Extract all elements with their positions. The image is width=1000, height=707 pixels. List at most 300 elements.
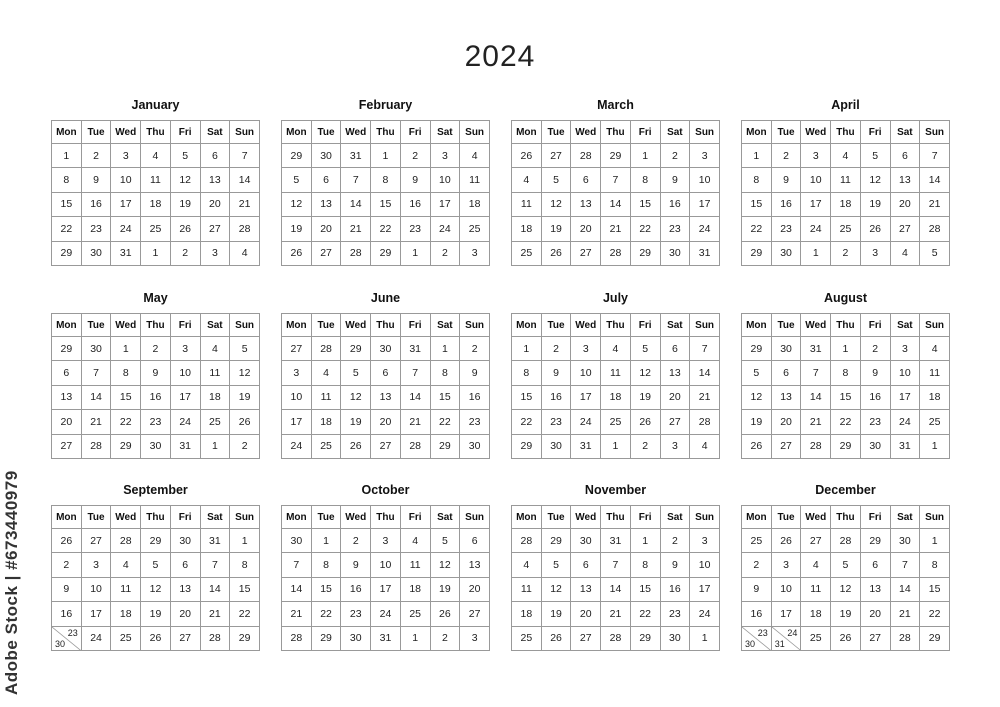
weekday-header: Fri	[630, 314, 660, 337]
day-cell: 12	[541, 577, 571, 601]
weekday-header: Mon	[52, 314, 82, 337]
month-table	[511, 505, 720, 651]
day-cell: 30	[282, 529, 312, 553]
week-row	[282, 602, 490, 626]
day-cell: 30	[771, 337, 801, 361]
week-row	[282, 529, 490, 553]
weekday-header: Sun	[690, 314, 720, 337]
day-cell: 28	[512, 529, 542, 553]
week-row	[282, 434, 490, 458]
day-cell: 29	[230, 626, 260, 650]
day-cell: 30	[571, 529, 601, 553]
weekday-header: Thu	[831, 314, 861, 337]
day-cell: 26	[430, 602, 460, 626]
day-cell: 2	[541, 337, 571, 361]
day-cell: 2	[630, 434, 660, 458]
weekday-header: Tue	[81, 121, 111, 144]
month-name: April	[831, 98, 860, 112]
day-cell: 12	[230, 361, 260, 385]
day-cell: 22	[831, 410, 861, 434]
day-cell: 8	[311, 553, 341, 577]
day-cell: 3	[430, 144, 460, 168]
day-cell: 24	[111, 217, 141, 241]
day-cell: 3	[771, 553, 801, 577]
day-cell: 6	[311, 168, 341, 192]
day-cell: 8	[630, 168, 660, 192]
day-cell: 31	[801, 337, 831, 361]
day-cell: 26	[541, 626, 571, 650]
day-cell: 13	[311, 192, 341, 216]
day-cell: 22	[230, 602, 260, 626]
weekday-header: Tue	[311, 506, 341, 529]
day-number: 23	[757, 627, 768, 638]
weekday-header: Thu	[371, 121, 401, 144]
day-cell: 8	[630, 553, 660, 577]
weekday-header: Thu	[141, 121, 171, 144]
day-cell: 15	[230, 577, 260, 601]
week-row	[282, 168, 490, 192]
day-cell: 22	[630, 602, 660, 626]
day-cell: 15	[371, 192, 401, 216]
day-cell: 2	[660, 144, 690, 168]
day-cell: 30	[141, 434, 171, 458]
day-cell: 6	[52, 361, 82, 385]
weekday-header-row	[742, 506, 950, 529]
day-cell: 23	[460, 410, 490, 434]
day-cell: 5	[230, 337, 260, 361]
day-cell: 29	[860, 529, 890, 553]
weekday-header: Mon	[742, 506, 772, 529]
day-cell: 27	[170, 626, 200, 650]
week-row	[512, 553, 720, 577]
day-cell: 18	[831, 192, 861, 216]
day-cell: 8	[52, 168, 82, 192]
weekday-header: Fri	[860, 121, 890, 144]
day-cell: 3	[571, 337, 601, 361]
day-cell: 20	[571, 602, 601, 626]
day-cell: 3	[460, 626, 490, 650]
weekday-header: Sun	[920, 121, 950, 144]
weekday-header: Sun	[230, 121, 260, 144]
weekday-header: Tue	[771, 314, 801, 337]
day-cell: 7	[341, 168, 371, 192]
day-cell: 14	[282, 577, 312, 601]
day-cell: 28	[571, 144, 601, 168]
weekday-header: Wed	[341, 506, 371, 529]
weekday-header: Wed	[571, 314, 601, 337]
day-cell: 14	[601, 577, 631, 601]
day-cell: 10	[81, 577, 111, 601]
day-cell: 13	[170, 577, 200, 601]
weekday-header: Sat	[430, 314, 460, 337]
day-cell: 10	[282, 385, 312, 409]
weekday-header: Sat	[890, 121, 920, 144]
day-cell: 15	[742, 192, 772, 216]
day-cell: 26	[52, 529, 82, 553]
day-cell: 28	[341, 241, 371, 265]
day-cell: 9	[742, 577, 772, 601]
day-cell: 26	[230, 410, 260, 434]
day-cell: 4	[801, 553, 831, 577]
day-cell: 29	[601, 144, 631, 168]
weekday-header: Thu	[601, 121, 631, 144]
day-cell: 21	[230, 192, 260, 216]
day-cell: 20	[660, 385, 690, 409]
day-cell: 26	[512, 144, 542, 168]
day-cell: 27	[890, 217, 920, 241]
day-cell: 28	[230, 217, 260, 241]
day-cell: 29	[430, 434, 460, 458]
day-cell: 23	[660, 217, 690, 241]
day-cell: 30	[341, 626, 371, 650]
weekday-header: Fri	[400, 314, 430, 337]
day-cell: 9	[460, 361, 490, 385]
weekday-header: Mon	[282, 121, 312, 144]
day-cell: 1	[230, 529, 260, 553]
day-cell: 28	[111, 529, 141, 553]
weekday-header: Fri	[400, 506, 430, 529]
weekday-header: Wed	[801, 314, 831, 337]
month-name: January	[131, 98, 180, 112]
week-row	[512, 626, 720, 650]
day-cell: 29	[311, 626, 341, 650]
day-cell: 30	[460, 434, 490, 458]
weekday-header-row	[512, 121, 720, 144]
week-row	[52, 434, 260, 458]
day-cell: 16	[541, 385, 571, 409]
day-cell: 9	[660, 553, 690, 577]
month-september	[51, 479, 260, 651]
weekday-header-row	[52, 506, 260, 529]
weekday-header: Sun	[230, 314, 260, 337]
day-cell: 13	[52, 385, 82, 409]
week-row	[742, 410, 950, 434]
weekday-header: Sun	[460, 314, 490, 337]
day-cell: 31	[601, 529, 631, 553]
weekday-header: Mon	[512, 121, 542, 144]
day-cell: 4	[512, 553, 542, 577]
day-cell: 12	[341, 385, 371, 409]
day-cell: 26	[742, 434, 772, 458]
week-row	[282, 410, 490, 434]
day-cell: 27	[571, 241, 601, 265]
day-cell: 26	[341, 434, 371, 458]
day-cell: 3	[690, 529, 720, 553]
day-cell: 5	[630, 337, 660, 361]
day-cell: 15	[111, 385, 141, 409]
day-cell: 29	[52, 337, 82, 361]
day-cell: 28	[311, 337, 341, 361]
day-cell: 13	[571, 192, 601, 216]
day-cell: 27	[571, 626, 601, 650]
day-cell: 19	[831, 602, 861, 626]
day-cell: 14	[341, 192, 371, 216]
day-cell: 5	[170, 144, 200, 168]
day-cell: 31	[371, 626, 401, 650]
weekday-header: Tue	[311, 314, 341, 337]
month-name: August	[823, 291, 868, 305]
day-cell: 17	[771, 602, 801, 626]
day-cell: 8	[111, 361, 141, 385]
month-november	[511, 479, 720, 651]
day-cell: 4	[601, 337, 631, 361]
day-cell: 13	[890, 168, 920, 192]
weekday-header-row	[512, 506, 720, 529]
day-cell: 13	[771, 385, 801, 409]
day-cell: 21	[920, 192, 950, 216]
day-cell: 8	[430, 361, 460, 385]
day-cell: 27	[660, 410, 690, 434]
day-cell: 13	[200, 168, 230, 192]
day-cell: 2	[170, 241, 200, 265]
day-cell: 19	[860, 192, 890, 216]
day-cell: 8	[371, 168, 401, 192]
day-cell: 17	[371, 577, 401, 601]
day-cell: 15	[430, 385, 460, 409]
day-cell: 25	[311, 434, 341, 458]
day-cell: 7	[890, 553, 920, 577]
weekday-header: Mon	[282, 506, 312, 529]
day-cell: 3	[860, 241, 890, 265]
week-row	[52, 168, 260, 192]
day-cell: 1	[512, 337, 542, 361]
day-cell: 12	[742, 385, 772, 409]
day-cell: 5	[541, 553, 571, 577]
day-cell: 29	[371, 241, 401, 265]
day-cell: 4	[141, 144, 171, 168]
day-cell	[52, 626, 82, 650]
day-cell: 29	[512, 434, 542, 458]
day-cell: 11	[831, 168, 861, 192]
day-cell: 10	[690, 553, 720, 577]
day-cell: 25	[460, 217, 490, 241]
day-cell: 2	[460, 337, 490, 361]
day-cell: 28	[282, 626, 312, 650]
day-cell: 26	[630, 410, 660, 434]
day-cell: 23	[400, 217, 430, 241]
day-cell: 15	[512, 385, 542, 409]
day-cell: 1	[831, 337, 861, 361]
week-row	[52, 577, 260, 601]
day-cell: 24	[282, 434, 312, 458]
day-cell: 19	[282, 217, 312, 241]
weekday-header: Sat	[890, 314, 920, 337]
day-cell: 24	[890, 410, 920, 434]
day-cell: 24	[371, 602, 401, 626]
day-cell: 31	[571, 434, 601, 458]
day-cell: 24	[690, 217, 720, 241]
day-cell: 13	[860, 577, 890, 601]
day-cell: 15	[52, 192, 82, 216]
weekday-header: Mon	[742, 314, 772, 337]
day-cell: 22	[630, 217, 660, 241]
day-cell: 7	[601, 553, 631, 577]
day-cell: 17	[571, 385, 601, 409]
weekday-header: Mon	[282, 314, 312, 337]
day-cell: 20	[771, 410, 801, 434]
day-cell: 26	[831, 626, 861, 650]
day-cell: 16	[52, 602, 82, 626]
day-cell: 31	[400, 337, 430, 361]
day-cell: 13	[660, 361, 690, 385]
day-cell: 5	[282, 168, 312, 192]
day-cell: 6	[371, 361, 401, 385]
day-cell: 17	[282, 410, 312, 434]
day-cell: 24	[690, 602, 720, 626]
day-cell: 27	[311, 241, 341, 265]
day-cell: 21	[282, 602, 312, 626]
month-table	[741, 313, 950, 459]
weekday-header: Wed	[571, 506, 601, 529]
day-cell: 11	[460, 168, 490, 192]
day-cell: 31	[170, 434, 200, 458]
month-table	[741, 120, 950, 266]
day-cell: 25	[601, 410, 631, 434]
day-cell: 16	[771, 192, 801, 216]
day-cell: 2	[831, 241, 861, 265]
weekday-header: Sat	[660, 121, 690, 144]
month-august	[741, 287, 950, 459]
weekday-header: Thu	[141, 506, 171, 529]
weekday-header: Tue	[81, 314, 111, 337]
stock-id-label: Adobe Stock | #673440979	[2, 470, 21, 695]
weekday-header: Sat	[890, 506, 920, 529]
day-cell: 14	[801, 385, 831, 409]
weekday-header: Fri	[630, 506, 660, 529]
day-cell: 29	[282, 144, 312, 168]
day-cell: 26	[282, 241, 312, 265]
day-cell: 3	[282, 361, 312, 385]
weekday-header: Fri	[400, 121, 430, 144]
day-cell: 2	[660, 529, 690, 553]
day-cell: 21	[81, 410, 111, 434]
day-cell: 9	[141, 361, 171, 385]
week-row	[282, 337, 490, 361]
day-cell: 10	[111, 168, 141, 192]
day-cell: 3	[460, 241, 490, 265]
day-cell: 25	[512, 241, 542, 265]
weekday-header: Tue	[541, 121, 571, 144]
day-cell: 16	[860, 385, 890, 409]
day-cell: 28	[890, 626, 920, 650]
day-cell: 19	[541, 217, 571, 241]
day-cell: 5	[341, 361, 371, 385]
day-cell: 30	[170, 529, 200, 553]
day-cell: 22	[430, 410, 460, 434]
day-cell: 18	[512, 217, 542, 241]
month-table	[281, 120, 490, 266]
day-cell: 22	[371, 217, 401, 241]
week-row	[52, 217, 260, 241]
day-cell: 3	[81, 553, 111, 577]
day-cell: 3	[660, 434, 690, 458]
day-cell: 16	[81, 192, 111, 216]
day-cell: 26	[541, 241, 571, 265]
day-cell: 30	[81, 337, 111, 361]
week-row	[282, 553, 490, 577]
day-cell: 7	[200, 553, 230, 577]
day-cell: 7	[282, 553, 312, 577]
week-row	[52, 144, 260, 168]
day-cell: 4	[831, 144, 861, 168]
week-row	[512, 241, 720, 265]
day-cell: 1	[801, 241, 831, 265]
stock-watermark	[2, 470, 32, 695]
weekday-header: Fri	[630, 121, 660, 144]
day-cell: 21	[890, 602, 920, 626]
month-table	[51, 505, 260, 651]
week-row	[512, 602, 720, 626]
week-row	[512, 192, 720, 216]
day-cell: 7	[601, 168, 631, 192]
month-april	[741, 94, 950, 266]
day-cell: 30	[311, 144, 341, 168]
weekday-header: Tue	[311, 121, 341, 144]
day-cell: 4	[512, 168, 542, 192]
day-cell: 12	[141, 577, 171, 601]
day-cell: 8	[831, 361, 861, 385]
day-cell: 19	[230, 385, 260, 409]
day-cell: 21	[200, 602, 230, 626]
day-cell: 4	[400, 529, 430, 553]
day-cell: 18	[200, 385, 230, 409]
day-cell	[771, 626, 801, 650]
weekday-header: Sat	[660, 506, 690, 529]
weekday-header: Tue	[541, 314, 571, 337]
week-row	[282, 361, 490, 385]
day-cell: 1	[200, 434, 230, 458]
day-cell: 12	[860, 168, 890, 192]
day-cell: 1	[742, 144, 772, 168]
week-row	[282, 626, 490, 650]
month-name: November	[584, 483, 647, 497]
day-cell: 8	[230, 553, 260, 577]
day-cell: 6	[890, 144, 920, 168]
day-cell: 29	[630, 241, 660, 265]
week-row	[742, 385, 950, 409]
weekday-header-row	[742, 314, 950, 337]
day-cell: 21	[601, 602, 631, 626]
month-table	[281, 313, 490, 459]
weekday-header: Sat	[430, 506, 460, 529]
day-cell: 20	[460, 577, 490, 601]
day-cell: 23	[81, 217, 111, 241]
day-cell: 17	[430, 192, 460, 216]
day-cell: 27	[371, 434, 401, 458]
day-cell: 11	[200, 361, 230, 385]
week-row	[52, 192, 260, 216]
day-cell: 27	[460, 602, 490, 626]
day-cell: 30	[860, 434, 890, 458]
weekday-header: Sat	[200, 314, 230, 337]
day-cell: 15	[311, 577, 341, 601]
day-cell: 3	[200, 241, 230, 265]
week-row	[512, 529, 720, 553]
day-cell: 29	[831, 434, 861, 458]
week-row	[52, 361, 260, 385]
week-row	[512, 361, 720, 385]
day-number: 23	[67, 627, 78, 638]
day-cell: 5	[920, 241, 950, 265]
day-cell: 23	[660, 602, 690, 626]
week-row	[512, 337, 720, 361]
day-cell: 20	[571, 217, 601, 241]
month-june	[281, 287, 490, 459]
month-table	[51, 120, 260, 266]
weekday-header: Mon	[52, 506, 82, 529]
day-cell: 17	[690, 192, 720, 216]
day-cell: 31	[890, 434, 920, 458]
